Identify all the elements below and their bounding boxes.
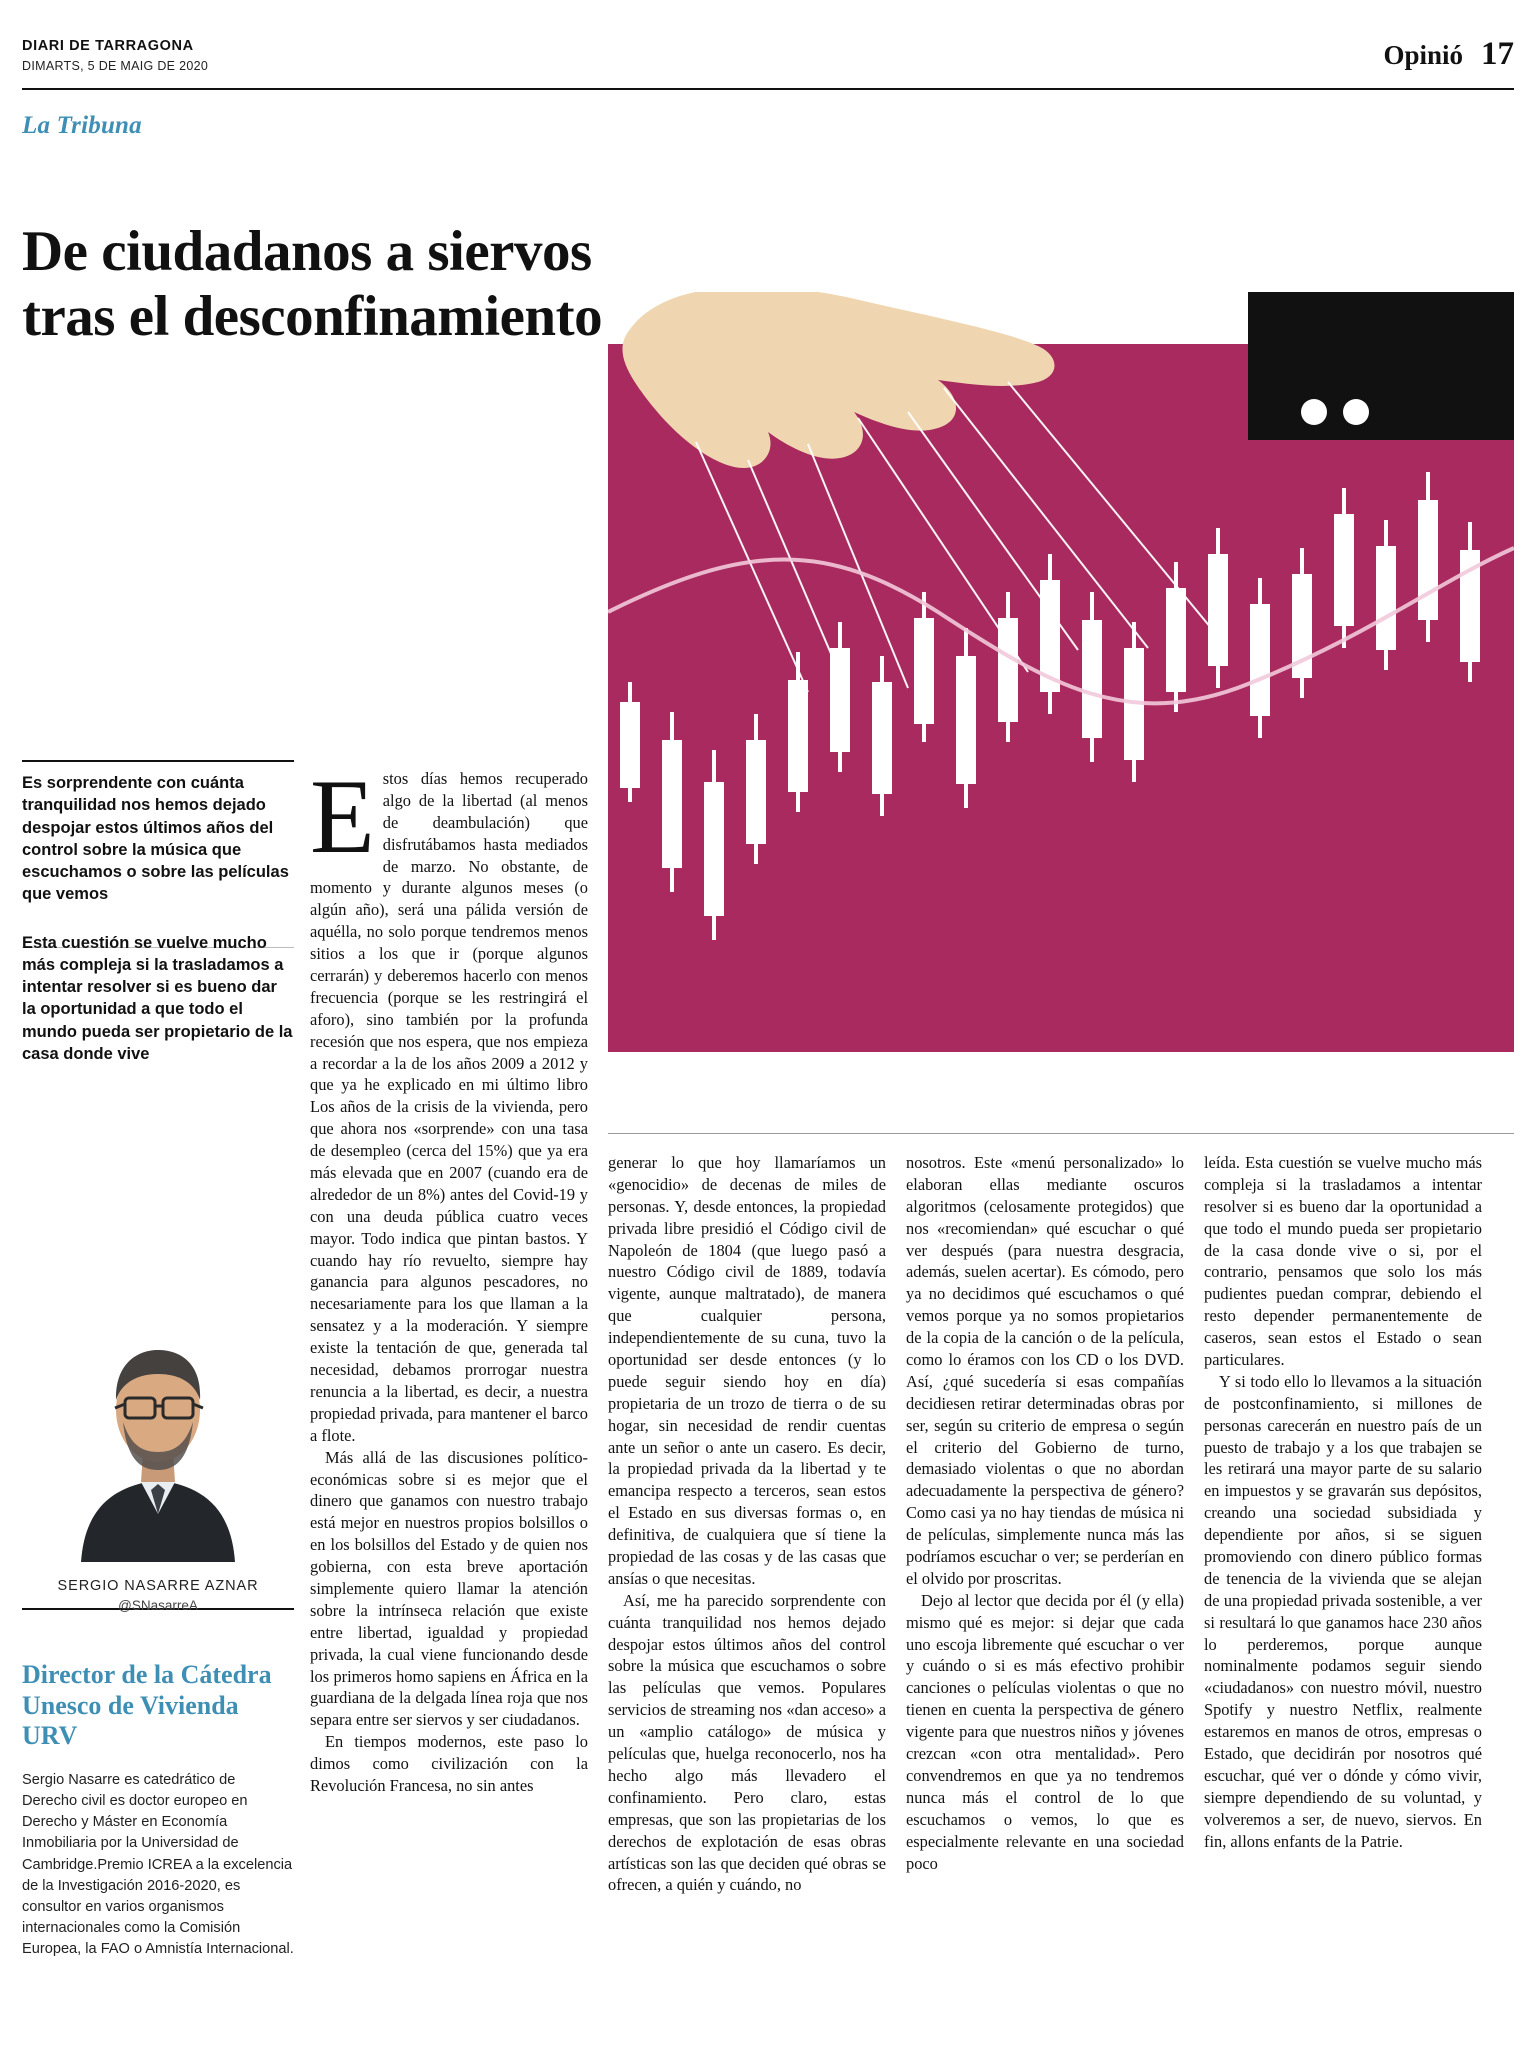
columns-rule [608, 1133, 1514, 1134]
body-column-1 [310, 758, 588, 1797]
page-number: 17 [1481, 36, 1514, 72]
paragraph-text: generar lo que hoy llamaríamos un «genocidio» de decenas de miles de personas. Y, desde entonces, la propiedad privada libre presidió el Código civil de Napoleón de 1804 (que luego pasó a nuestro Código civil de 1889, todavía vigente, aunque maltratado), de manera que cualquier persona, independientemente de su cuna, tuvo la oportunidad ser desde entonces (y lo puede seguir siendo hoy en día) propietaria de un trozo de tierra o de su hogar, sin necesidad de rendir cuentas ante un señor o ante un casero. Es decir, la propiedad privada da la libertad y te emancipa respecto a terceros, sean estos el Estado en sus diversas formas o, en definitiva, de cualquiera que sí tiene la propiedad de las cosas y de las casas que ansías o que necesitas. [608, 1153, 886, 1588]
masthead [22, 36, 1514, 73]
rail-rule-top [22, 760, 294, 762]
paragraph-text: Y si todo ello lo llevamos a la situación de postconfinamiento, si millones de personas carecerán en nuestro país de un puesto de trabajo y a los que trabajen se les retirará una mayor parte de su salario en impuestos y se gravarán sus depósitos, creando una sociedad subsidiada y dependiente por años, si se siguen promoviendo con dinero público formas de tenencia de la vivienda que se alejan de una propiedad privada sostenible, a ver si resultará lo que ganamos hace 230 años lo perderemos, porque aunque nominalmente podamos seguir siendo «ciudadanos» con nuestro móvil, nuestro Spotify y nuestro Netflix, realmente estaremos en manos de otros, empresas o Estado, que decidirán por nosotros qué escuchar, qué ver o dónde y cómo vivir, siempre dependiendo de su voluntad, y volveremos a ser, de nuevo, siervos. En fin, allons enfants de la Patrie. [1204, 1371, 1482, 1851]
masthead-right [1383, 36, 1514, 73]
paragraph-text: Dejo al lector que decida por él (y ella) mismo qué es mejor: si dejar que cada uno escoja libremente qué escuchar o ver y cuándo o si es más efectivo prohibir canciones o películas violentas o que no tienen en cuenta la perspectiva de género vigente para que nuestros niños y jóvenes crezcan «con otra mentalidad». Pero convendremos en que ya no tendremos nunca más el control de lo que escuchamos o vemos, lo que es especialmente relevante en una sociedad poco [906, 1590, 1184, 1873]
paragraph [1204, 1152, 1482, 1371]
author-name: SERGIO NASARRE AZNAR [57, 1578, 259, 1594]
paragraph [608, 1590, 886, 1896]
paragraph-text: leída. Esta cuestión se vuelve mucho más compleja si la trasladamos a intentar resolver si es bueno dar la oportunidad a que todo el mundo pueda ser propietario de la casa donde vive o si, por el contrario, pensamos que solo los más pudientes puedan comprar, debiendo el resto depender permanentemente de caseros, sean estos el Estado o sean particulares. [1204, 1153, 1482, 1370]
paragraph-text: Así, me ha parecido sorprendente con cuánta tranquilidad nos hemos dejado despojar estos últimos años del control sobre la música que escuchamos o sobre las películas que vemos. Populares servicios de streaming nos «dan acceso» a un «amplio catálogo» de música y películas que, huelga reconocerlo, nos ha hecho algo más llevadero el confinamiento. Pero claro, estas empresas, que son las propietarias de los derechos de explotación de esas obras artísticas son las que deciden qué obras se ofrecen, a quién y cuándo, no [608, 1590, 886, 1895]
author-title: Director de la Cátedra Unesco de Vivienda URV [22, 1660, 272, 1751]
author-handle[interactable]: @SNasarreA [118, 1598, 198, 1613]
pullquote-2: Esta cuestión se vuelve mucho más compleja si la trasladamos a intentar resolver si es bueno dar la oportunidad a que todo el mundo pueda ser propietario de la casa donde vive [22, 933, 293, 1063]
dot-left [1301, 399, 1327, 425]
section-kicker: La Tribuna [22, 112, 142, 139]
article-illustration [608, 292, 1514, 1052]
paragraph-text: En tiempos modernos, este paso lo dimos como civilización con la Revolución Francesa, no sin antes [310, 1732, 588, 1795]
masthead-left [22, 38, 208, 73]
paragraph-text: Más allá de las discusiones político-económicas sobre si es mejor que el dinero que ganamos con nuestro trabajo está mejor en nuestros propios bolsillos o en los bolsillos del Estado y de quien nos gobierna, con esta breve aportación simplemente quiero llamar la atención sobre la intrínseca relación que existe entre libertad, igualdad y propiedad privada, la cual viene funcionando desde los primeros homo sapiens en África en la guardiana de la delgada línea roja que nos separa entre ser siervos y ser ciudadanos. [310, 1447, 588, 1730]
body-column-2 [608, 1152, 886, 1896]
section-name: Opinió [1383, 40, 1463, 70]
paragraph-text: stos días hemos recuperado algo de la libertad (al menos de deambulación) que disfrutábamos hasta mediados de marzo. No obstante, de momento y durante algunos meses (o algún año), será una pálida versión de aquélla, no solo porque tendremos menos sitios a los que ir (porque algunos cerrarán) y deberemos hacerlo con menos frecuencia (porque se les restringirá el aforo), sino también por la profunda recesión que nos espera, que nos empieza a recordar a la de los años 2009 a 2012 y que ya he explicado en mi último libro Los años de la crisis de la vivienda, pero que ahora nos «sorprende» con una tasa de desempleo (cerca del 15%) que ya era más elevada que en 2007 (cuando era de alrededor de un 8%) antes del Covid-19 y con una deuda pública cuatro veces mayor. Todo indica que pintan bastos. Y cuando hay río revuelto, siempre hay ganancia para algunos pescadores, no necesariamente para los que llaman a la sensatez y a la moderación. Y siempre existe la tentación de que, generada tal necesidad, debamos prorrogar nuestra renuncia a la libertad, es decir, a nuestra propiedad privada, para mantener el barco a flote. [310, 769, 588, 1445]
paragraph [906, 1152, 1184, 1590]
paper-name: DIARI DE TARRAGONA [22, 37, 194, 54]
dot-right [1343, 399, 1369, 425]
paragraph [906, 1590, 1184, 1875]
paragraph [310, 1731, 588, 1797]
paragraph-text: nosotros. Este «menú personalizado» lo elaboran ellas mediante oscuros algoritmos (celosamente protegidos) que nos «recomiendan» qué escuchar o qué ver después (para nuestra desgracia, además, suelen acertar). Es cómodo, pero ya no decidimos qué escuchamos o qué vemos porque ya no somos propietarios de la copia de la canción o de la película, como lo éramos con los CD o los DVD. Así, ¿qué sucedería si esas compañías decidiesen retirar determinadas obras por ser, según su criterio de empresa o según el criterio del Gobierno de turno, demasiado violentas o que no abordan adecuadamente la perspectiva de género? Como casi ya no hay tiendas de música ni de películas, simplemente nunca más las podríamos escuchar o ver; se perderían en el olvido por proscritas. [906, 1153, 1184, 1588]
drop-cap: E [310, 758, 375, 875]
publication-date: DIMARTS, 5 DE MAIG DE 2020 [22, 58, 209, 73]
body-column-3 [906, 1152, 1184, 1874]
paragraph [310, 758, 588, 1447]
author-photo [63, 1300, 253, 1562]
body-column-4 [1204, 1152, 1482, 1853]
pullquote-1: Es sorprendente con cuánta tranquilidad nos hemos dejado despojar estos últimos años del control sobre la música que escuchamos o sobre las películas que vemos [22, 774, 289, 904]
left-rail [22, 772, 294, 1065]
paragraph [1204, 1371, 1482, 1853]
paragraph [310, 1447, 588, 1732]
paragraph [608, 1152, 886, 1590]
article-headline: De ciudadanos a siervos tras el desconfinamiento [22, 220, 603, 348]
author-bio: Sergio Nasarre es catedrático de Derecho civil es doctor europeo en Derecho y Máster en Economía Inmobiliaria por la Universidad de Cambridge.Premio ICREA a la excelencia de la Investigación 2016-2020, es consultor en varios organismos internacionales como la Comisión Europea, la FAO o Amnistía Internacional. [22, 1772, 294, 1958]
header-rule [22, 88, 1514, 90]
dark-panel [1248, 292, 1514, 440]
